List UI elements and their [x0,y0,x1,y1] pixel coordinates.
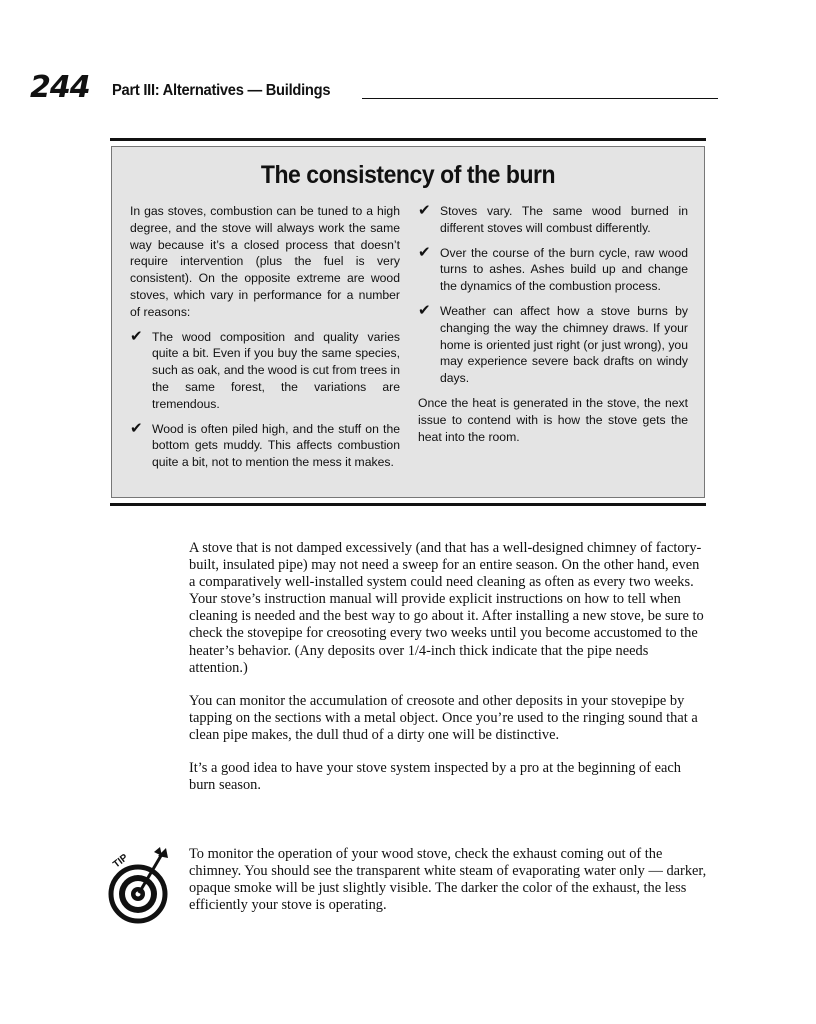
header-rule [362,98,718,99]
body-paragraph: You can monitor the accumulation of creosote and other deposits in your stovepipe by tapping on the sections with a metal object. Once you’re used to the ringing sound that a clean pipe makes, the dull thud of a dirty one will be distinctive. [189,692,698,743]
running-head: Part III: Alternatives — Buildings [112,82,331,99]
body-paragraph: A stove that is not damped excessively (and that has a well-designed chimney of factory-built, insulated pipe) may not need a sweep for an entire season. On the other hand, even a comparatively well-installed system could need cleaning as often as every two weeks. Your stove’s instruction manual will provide explicit instructions on how to tell when cleaning is needed and the best way to go about it. After installing a new stove, be sure to check the stovepipe for creosoting every two weeks until you become accustomed to the heater’s behavior. (Any deposits over 1/4-inch thick indicate that the pipe needs attention.) [189,540,704,676]
checkmark-icon: ✔ [418,242,431,261]
sidebar-intro: In gas stoves, combustion can be tuned to a high degree, and the stove will always work the same way because it’s a closed process that doesn’t require intervention (plus the fuel is very consistent). On the opposite extreme are wood stoves, which vary in performance for a number of reasons: [130,204,400,319]
body-text [189,540,707,810]
sidebar-bullet-text: The wood composition and quality varies quite a bit. Even if you buy the same species, such as oak, and the wood is cut from trees in the same forest, the variations are tremendous. [152,329,400,411]
sidebar-column-left [130,203,400,479]
tip-label: TIP [111,852,131,871]
sidebar-bullet-text: Stoves vary. The same wood burned in different stoves will combust differently. [440,204,688,235]
sidebar-bullet-text: Over the course of the burn cycle, raw wood turns to ashes. Ashes build up and change the dynamics of the combustion process. [440,245,688,294]
checkmark-icon: ✔ [418,300,431,319]
sidebar-box [110,138,706,506]
sidebar-bullet [130,418,400,471]
body-paragraph: It’s a good idea to have your stove system inspected by a pro at the beginning of each burn season. [189,760,681,794]
tip-text: To monitor the operation of your wood stove, check the exhaust coming out of the chimney. You should see the transparent white steam of evaporating water only — darker, opaque smoke will be just slightly visible. The darker the color of the exhaust, the less efficiently your stove is operating. [189,846,707,914]
target-dart-icon [108,846,172,924]
sidebar-bullet [418,242,688,295]
sidebar-bullet-text: Weather can affect how a stove burns by changing the way the chimney draws. If your home is oriented just right (or just wrong), you may experience severe back drafts on windy days. [440,303,688,386]
sidebar-title: The consistency of the burn [260,161,556,189]
sidebar-bullet-list [130,326,400,471]
page-number: 244 [30,70,90,105]
sidebar-bullet [130,326,400,413]
sidebar-panel [111,146,705,498]
checkmark-icon: ✔ [130,326,143,345]
checkmark-icon: ✔ [130,418,143,437]
sidebar-closing: Once the heat is generated in the stove, the next issue to contend with is how the stove gets the heat into the room. [418,395,688,444]
sidebar-bullet-text: Wood is often piled high, and the stuff on the bottom gets muddy. This affects combustion quite a bit, not to mention the mess it makes. [152,421,400,470]
sidebar-bullet [418,300,688,387]
checkmark-icon: ✔ [418,201,431,219]
sidebar-bullet [418,203,688,237]
sidebar-column-right [418,203,688,453]
sidebar-bullet-list [418,203,688,387]
